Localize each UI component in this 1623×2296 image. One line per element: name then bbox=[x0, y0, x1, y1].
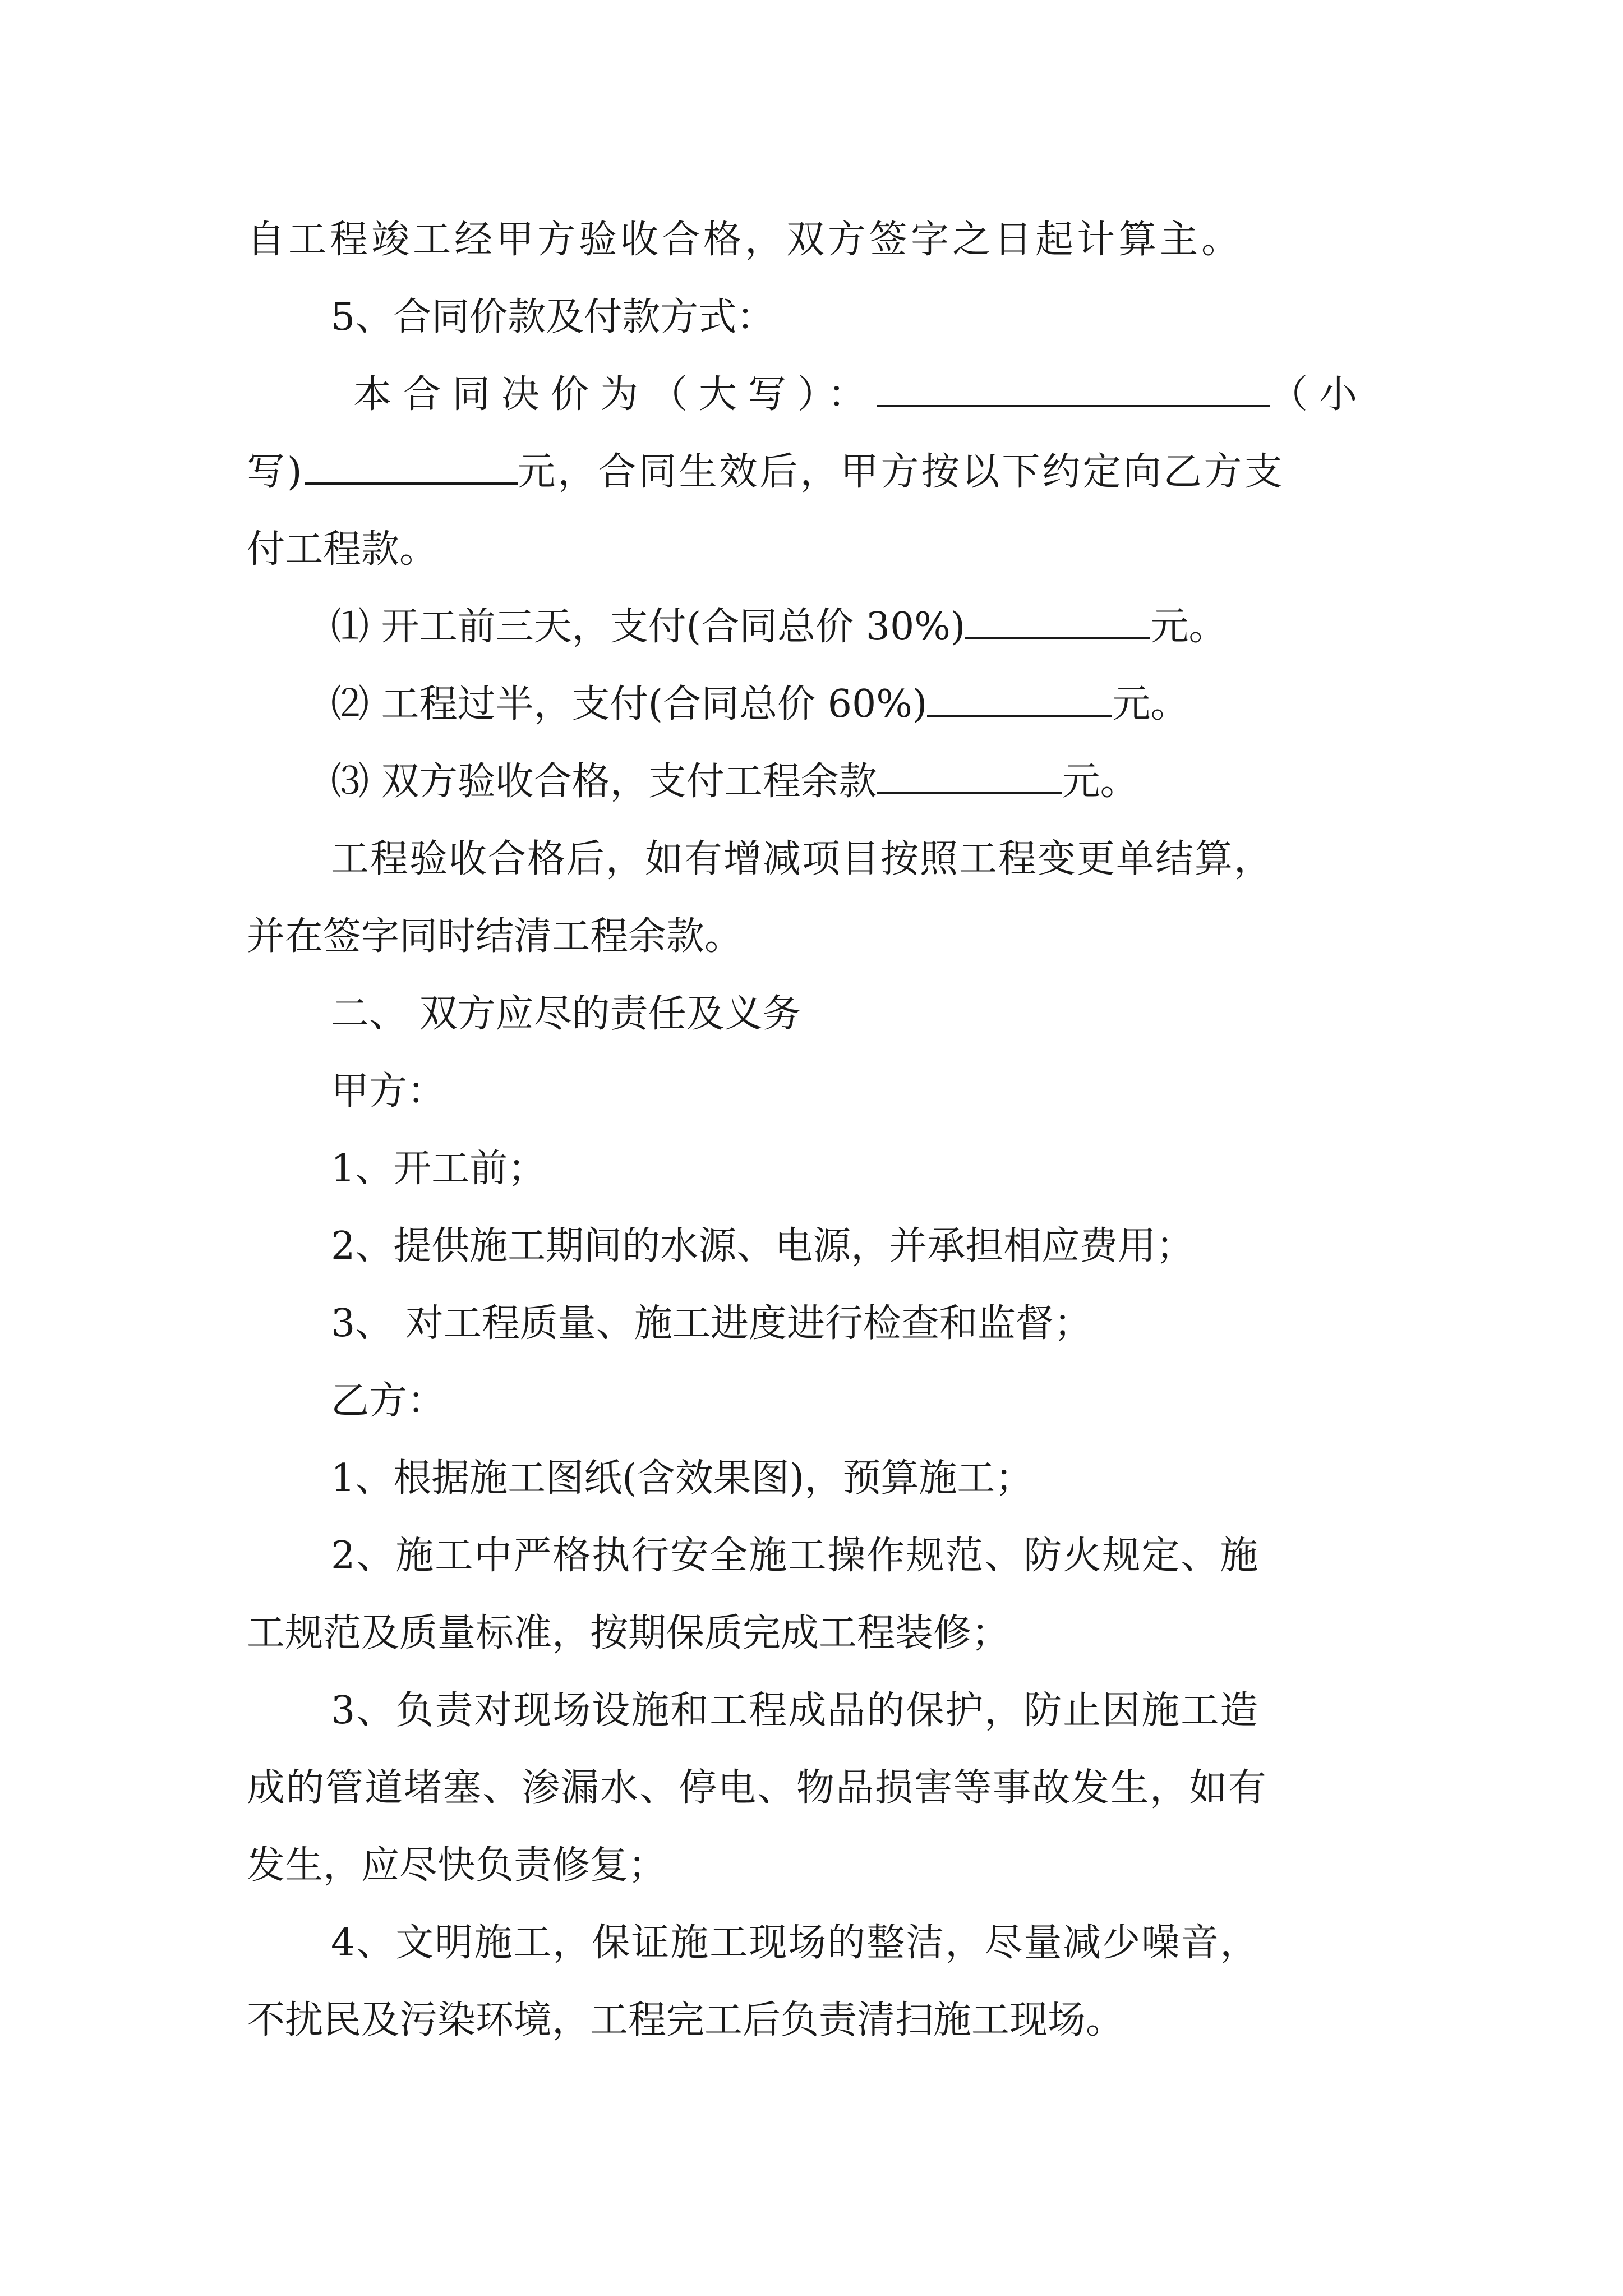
payment-item-2-blank bbox=[927, 680, 1112, 717]
amount-uppercase-blank bbox=[877, 370, 1270, 407]
paragraph-line-1: 自工程竣工经甲方验收合格，双方签字之日起计算主。 bbox=[247, 218, 1243, 262]
payment-agreement-text: 元，合同生效后，甲方按以下约定向乙方支 bbox=[517, 450, 1285, 494]
paragraph-line-10: 并在签字同时结清工程余款。 bbox=[247, 914, 743, 959]
contract-price-label: 本合同决价为（大写）： bbox=[353, 372, 878, 417]
party-b-item-3-line-2: 成的管道堵塞、渗漏水、停电、物品损害等事故发生，如有 bbox=[247, 1766, 1268, 1810]
paragraph-line-5: 付工程款。 bbox=[247, 527, 438, 572]
payment-item-3-blank bbox=[877, 757, 1062, 794]
party-a-item-2: 2、提供施工期间的水源、电源，并承担相应费用； bbox=[331, 1224, 1195, 1268]
payment-item-2 bbox=[331, 671, 1188, 738]
party-b-item-3-line-1: 3、负责对现场设施和工程成品的保护，防止因施工造 bbox=[331, 1688, 1260, 1733]
section-two-heading: 二、 双方应尽的责任及义务 bbox=[331, 992, 801, 1036]
payment-section-heading: 5、合同价款及付款方式： bbox=[331, 295, 775, 339]
party-b-heading: 乙方： bbox=[331, 1379, 446, 1423]
party-a-heading: 甲方： bbox=[331, 1069, 446, 1114]
yuan-label: 元。 bbox=[1062, 760, 1138, 804]
payment-item-2-label: ⑵ 工程过半，支付(合同总价 60%) bbox=[331, 682, 928, 726]
yuan-label: 元。 bbox=[1112, 682, 1189, 726]
payment-item-3-label: ⑶ 双方验收合格，支付工程余款 bbox=[331, 760, 877, 804]
party-b-item-2-line-1: 2、施工中严格执行安全施工操作规范、防火规定、施 bbox=[331, 1534, 1260, 1578]
party-b-item-4-line-2: 不扰民及污染环境，工程完工后负责清扫施工现场。 bbox=[247, 1998, 1124, 2042]
party-a-item-1: 1、开工前； bbox=[331, 1147, 546, 1191]
contract-price-line-2 bbox=[247, 439, 1285, 506]
payment-item-3 bbox=[331, 748, 1138, 816]
party-b-item-3-line-3: 发生，应尽快负责修复； bbox=[247, 1843, 667, 1888]
amount-lowercase-blank bbox=[305, 448, 518, 485]
payment-item-1-blank bbox=[965, 602, 1150, 639]
lowercase-label: 写) bbox=[247, 450, 305, 494]
contract-price-line bbox=[353, 361, 1368, 429]
yuan-label: 元。 bbox=[1150, 605, 1227, 649]
party-a-item-3: 3、 对工程质量、施工进度进行检查和监督； bbox=[331, 1301, 1092, 1346]
lowercase-open-label: （小 bbox=[1270, 372, 1369, 417]
party-b-item-2-line-2: 工规范及质量标准，按期保质完成工程装修； bbox=[247, 1611, 1010, 1655]
party-b-item-1: 1、根据施工图纸(含效果图)，预算施工； bbox=[331, 1456, 1034, 1501]
payment-item-1-label: ⑴ 开工前三天，支付(合同总价 30%) bbox=[331, 605, 966, 649]
payment-item-1 bbox=[331, 593, 1227, 661]
party-b-item-4-line-1: 4、文明施工，保证施工现场的整洁，尽量减少噪音， bbox=[331, 1921, 1260, 1965]
paragraph-line-9: 工程验收合格后，如有增减项目按照工程变更单结算， bbox=[331, 837, 1274, 881]
